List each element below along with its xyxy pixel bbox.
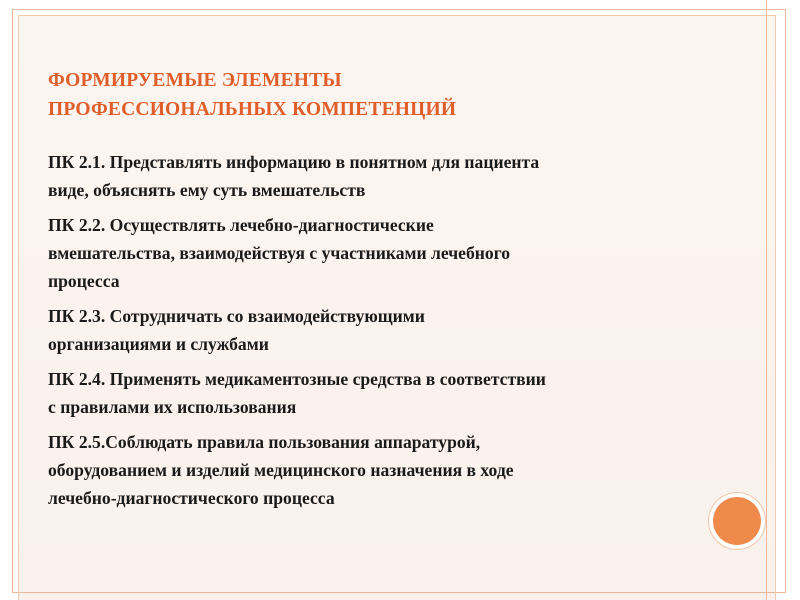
slide-title-line-1: ФОРМИРУЕМЫЕ ЭЛЕМЕНТЫ xyxy=(48,70,342,91)
competency-line: вмешательства, взаимодействуя с участниками лечебного xyxy=(48,243,511,263)
competency-line: организациями и службами xyxy=(48,334,269,354)
competency-line: лечебно-диагностического процесса xyxy=(48,488,335,508)
competency-line: процесса xyxy=(48,271,120,291)
competency-line: оборудованием и изделий медицинского назначения в ходе xyxy=(48,460,514,480)
competency-line: с правилами их использования xyxy=(48,397,297,417)
slide-title xyxy=(48,66,728,124)
competency-item-pk-2-4 xyxy=(48,365,748,421)
competency-line: ПК 2.1. Представлять информацию в понятном для пациента xyxy=(48,152,540,172)
competency-line: ПК 2.2. Осуществлять лечебно-диагностические xyxy=(48,215,434,235)
competency-line: ПК 2.5.Соблюдать правила пользования аппаратурой, xyxy=(48,432,481,452)
competency-item-pk-2-2 xyxy=(48,211,748,295)
competency-item-pk-2-1 xyxy=(48,148,748,204)
competency-line: виде, объяснять ему суть вмешательств xyxy=(48,180,366,200)
decorative-circle-icon xyxy=(713,497,761,545)
slide-title-line-2: ПРОФЕССИОНАЛЬНЫХ КОМПЕТЕНЦИЙ xyxy=(48,99,457,120)
competency-item-pk-2-3 xyxy=(48,302,748,358)
competency-list xyxy=(48,148,748,519)
competency-item-pk-2-5 xyxy=(48,428,748,512)
slide-side-line xyxy=(766,0,767,600)
competency-line: ПК 2.4. Применять медикаментозные средства в соответствии xyxy=(48,369,546,389)
competency-line: ПК 2.3. Сотрудничать со взаимодействующими xyxy=(48,306,425,326)
